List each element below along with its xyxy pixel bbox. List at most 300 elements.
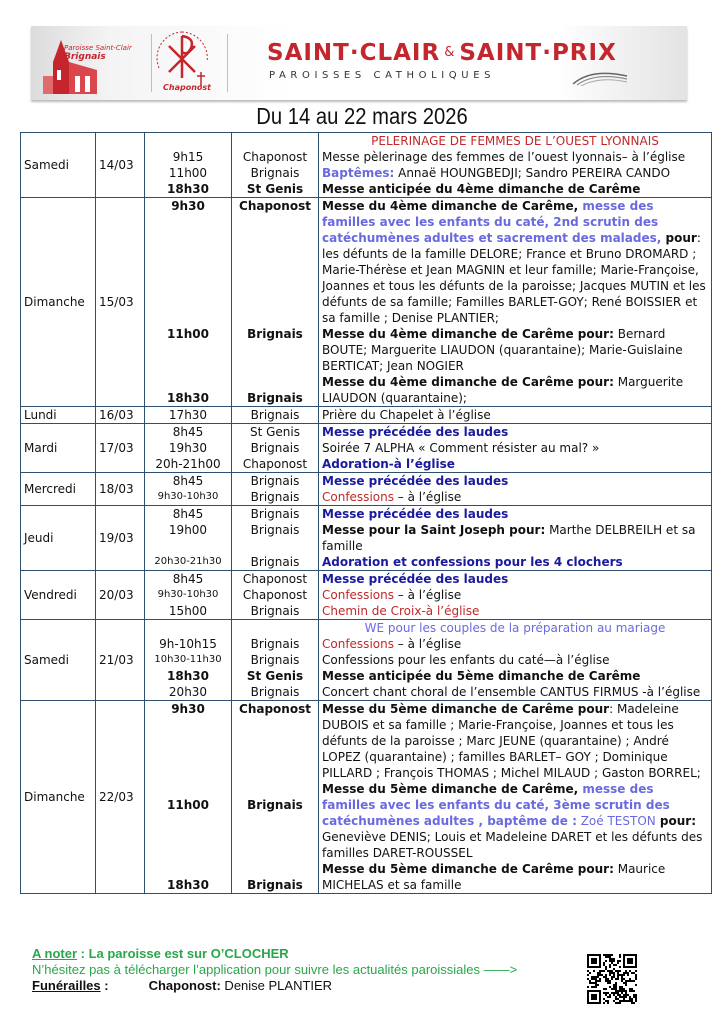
place-value: Brignais [250, 604, 300, 618]
qr-module [631, 990, 633, 992]
activity-line: Messe pèlerinage des femmes de l’ouest lyonnais– à l’église [322, 150, 686, 164]
qr-module [617, 970, 619, 972]
qr-module [629, 996, 631, 998]
qr-module [609, 964, 611, 966]
qr-module [619, 966, 621, 968]
qr-module [605, 956, 607, 958]
header-banner [31, 26, 687, 100]
mass-title: Messe pour la Saint Joseph pour: [322, 523, 546, 537]
time-value: 18h30 [167, 391, 209, 405]
activity-cell [319, 620, 712, 701]
activity-line [322, 587, 708, 603]
qr-module [597, 972, 599, 974]
day-cell: Lundi [21, 407, 96, 424]
time-cell [145, 506, 232, 571]
qr-module [625, 990, 627, 992]
qr-module [613, 968, 615, 970]
qr-module [615, 1002, 617, 1004]
activity-line [322, 636, 708, 652]
qr-module [595, 984, 597, 986]
place-value: Chaponost [242, 588, 308, 602]
time-cell [145, 701, 232, 894]
qr-module [605, 968, 607, 970]
qr-module [629, 990, 631, 992]
brand-amp: & [444, 45, 456, 60]
qr-module [625, 972, 627, 974]
qr-module [627, 980, 629, 982]
day-cell: Samedi [21, 620, 96, 701]
time-value: 18h30 [167, 669, 209, 683]
funerals-place: Chaponost: [148, 978, 221, 993]
place-value: Brignais [250, 637, 300, 651]
qr-module [613, 992, 615, 994]
qr-module [633, 996, 635, 998]
qr-module [607, 996, 609, 998]
event-heading: PELERINAGE DE FEMMES DE L’OUEST LYONNAIS [371, 134, 659, 148]
qr-module [605, 978, 607, 980]
place-value: Brignais [250, 490, 300, 504]
qr-module [615, 990, 617, 992]
qr-module [595, 980, 597, 982]
qr-module [623, 988, 625, 990]
qr-module [623, 974, 625, 976]
time-value: 9h30 [171, 199, 205, 213]
qr-module [599, 978, 601, 980]
qr-module [615, 988, 617, 990]
qr-module [613, 988, 615, 990]
note-line [32, 946, 517, 962]
qr-module [603, 970, 605, 972]
activity-line: Concert chant choral de l’ensemble CANTUS FIRMUS -à l’église [322, 685, 701, 699]
qr-module [593, 978, 595, 980]
table-row [21, 198, 712, 407]
confessions-label: Confessions [322, 588, 394, 602]
qr-module [617, 990, 619, 992]
qr-module [623, 982, 625, 984]
qr-module [617, 994, 619, 996]
qr-module [625, 992, 627, 994]
qr-module [611, 970, 613, 972]
qr-module [615, 984, 617, 986]
qr-module [635, 996, 637, 998]
qr-module [611, 976, 613, 978]
mass-highlight: messe des familles avec les enfants du caté, 3ème scrutin des catéchumènes adultes , baptême de : [322, 782, 670, 828]
place-value: Chaponost [242, 457, 308, 471]
qr-module [591, 976, 593, 978]
qr-module [591, 982, 593, 984]
qr-module [611, 960, 613, 962]
date-cell: 19/03 [96, 506, 145, 571]
baptism-label: Baptêmes: [322, 166, 395, 180]
qr-module [605, 966, 607, 968]
qr-module [635, 984, 637, 986]
qr-module [623, 994, 625, 996]
place-cell [232, 506, 319, 571]
qr-module [617, 998, 619, 1000]
place-cell [232, 133, 319, 198]
time-value: 11h00 [167, 327, 209, 341]
time-value: 9h30-10h30 [157, 589, 219, 600]
place-value: St Genis [246, 182, 304, 196]
activity-line: Messe précédée des laudes [322, 425, 509, 439]
table-row [21, 133, 712, 198]
place-value: St Genis [246, 669, 304, 683]
qr-module [625, 1000, 627, 1002]
qr-module [625, 984, 627, 986]
qr-module [609, 958, 611, 960]
activity-text: – à l’église [393, 588, 462, 602]
baptism-name: Zoé TESTON [576, 814, 656, 828]
qr-module [599, 972, 601, 974]
qr-module [605, 988, 607, 990]
qr-module [615, 996, 617, 998]
qr-module [609, 966, 611, 968]
qr-module [587, 986, 589, 988]
place-value: Brignais [250, 523, 300, 537]
mass-intentions: Maurice MICHELAS et sa famille [322, 862, 666, 892]
qr-module [613, 976, 615, 978]
qr-module [593, 970, 595, 972]
qr-module [627, 994, 629, 996]
funerals-name: Denise PLANTIER [220, 978, 333, 993]
qr-module [605, 976, 607, 978]
qr-module [629, 970, 631, 972]
qr-module [603, 976, 605, 978]
qr-module [631, 988, 633, 990]
activity-line: Prière du Chapelet à l’église [322, 408, 491, 422]
activity-line [322, 489, 708, 505]
qr-module [607, 954, 609, 956]
place-value: Brignais [250, 555, 300, 569]
qr-module [633, 980, 635, 982]
day-cell: Dimanche [21, 701, 96, 894]
time-cell [145, 571, 232, 620]
divider [227, 34, 228, 92]
qr-module [627, 958, 633, 964]
qr-module [591, 994, 597, 1000]
qr-module [625, 996, 627, 998]
qr-module [615, 982, 617, 984]
place-value: Brignais [250, 507, 300, 521]
qr-module [623, 972, 625, 974]
mass-title: Messe du 5ème dimanche de Carême pour [322, 702, 610, 716]
logo-left-line2: Brignais [64, 52, 106, 62]
place-value: Brignais [250, 166, 300, 180]
activity-line: Messe précédée des laudes [322, 507, 509, 521]
qr-module [619, 1000, 621, 1002]
qr-module [603, 992, 605, 994]
mass-title: Messe du 4ème dimanche de Carême pour: [322, 375, 614, 389]
qr-module [609, 994, 611, 996]
qr-module [631, 998, 633, 1000]
activity-line [322, 522, 708, 554]
qr-module [619, 970, 621, 972]
mass-title: Messe du 4ème dimanche de Carême pour: [322, 327, 614, 341]
qr-module [627, 974, 629, 976]
time-value: 9h30 [171, 702, 205, 716]
qr-module [635, 978, 637, 980]
qr-module [617, 1002, 619, 1004]
qr-module [621, 988, 623, 990]
qr-module [615, 964, 617, 966]
qr-module [613, 958, 615, 960]
qr-module [623, 990, 625, 992]
mass-intentions: Geneviève DENIS; Louis et Madeleine DARET et les défunts des familles DARET-ROUSSEL [322, 830, 703, 860]
activity-text: Annaë HOUNGBEDJI; Sandro PEREIRA CANDO [394, 166, 671, 180]
schedule-table [20, 132, 712, 894]
activity-line [322, 165, 708, 181]
mass-pour: pour [661, 231, 697, 245]
qr-module [617, 972, 619, 974]
qr-module [615, 978, 617, 980]
qr-module [621, 976, 623, 978]
qr-module [601, 974, 603, 976]
qr-module [587, 978, 589, 980]
mass-entry [322, 326, 708, 374]
activity-cell [319, 571, 712, 620]
time-value: 11h00 [168, 166, 208, 180]
qr-module [587, 974, 589, 976]
time-value: 19h00 [168, 523, 208, 537]
activity-cell [319, 133, 712, 198]
activity-cell [319, 424, 712, 473]
qr-module [601, 970, 603, 972]
note-text: : La paroisse est sur O’CLOCHER [77, 946, 289, 961]
mass-highlight: messe des familles avec les enfants du caté, 2nd scrutin des catéchumènes adultes et sacrement des malades, [322, 199, 662, 245]
qr-module [625, 982, 627, 984]
date-cell: 20/03 [96, 571, 145, 620]
qr-module [627, 1000, 629, 1002]
mass-intentions: Bernard BOUTE; Marguerite LIAUDON (quarantaine); Marie-Guislaine BERTICAT; Jean NOGIER [322, 327, 683, 373]
qr-module [619, 986, 621, 988]
day-cell: Dimanche [21, 198, 96, 407]
time-value: 8h45 [172, 507, 204, 521]
qr-module [611, 962, 613, 964]
activity-line: Chemin de Croix-à l’église [322, 604, 480, 618]
qr-module [603, 1002, 605, 1004]
date-cell: 22/03 [96, 701, 145, 894]
qr-module [599, 974, 601, 976]
qr-module [609, 980, 611, 982]
qr-module [603, 954, 605, 956]
time-cell [145, 424, 232, 473]
place-value: Chaponost [242, 572, 308, 586]
qr-module [635, 976, 637, 978]
qr-module [603, 998, 605, 1000]
activity-cell [319, 701, 712, 894]
qr-module [635, 974, 637, 976]
activity-line: Confessions pour les enfants du caté—à l’église [322, 653, 610, 667]
qr-module [609, 970, 611, 972]
logo-saint-prix-chaponost [151, 28, 213, 98]
time-value: 17h30 [168, 408, 208, 422]
time-cell [145, 473, 232, 506]
time-value: 20h30-21h30 [154, 556, 222, 567]
app-line: N’hésitez pas à télécharger l’application pour suivre les actualités paroissiales ——> [32, 962, 518, 977]
time-value: 9h-10h15 [159, 637, 217, 651]
place-value: Brignais [250, 441, 300, 455]
place-value: Chaponost [239, 702, 311, 716]
qr-module [611, 972, 613, 974]
mass-entry [322, 701, 708, 781]
qr-module [625, 980, 627, 982]
place-cell [232, 407, 319, 424]
qr-module [611, 958, 613, 960]
qr-module [613, 964, 615, 966]
qr-module [629, 998, 631, 1000]
qr-code[interactable] [587, 954, 637, 1004]
qr-module [603, 988, 605, 990]
day-cell: Jeudi [21, 506, 96, 571]
date-cell: 18/03 [96, 473, 145, 506]
qr-module [619, 954, 621, 956]
activity-line: Messe précédée des laudes [322, 474, 509, 488]
mass-intentions: : les défunts de la famille DELORE; France et Bruno DROMARD ; Marie-Thérèse et Jean MAGNIN et leur famille; Marie-Françoise, Joannes et tous les défunts de la paroisse; Jacques MUTIN et les défunts de sa famille; Familles BARLET-GOY; René BOISSIER et sa famille ; Denise PLANTIER; [322, 231, 706, 325]
qr-module [617, 960, 619, 962]
qr-module [607, 982, 609, 984]
table-row [21, 620, 712, 701]
place-cell [232, 473, 319, 506]
qr-module [611, 992, 613, 994]
qr-module [603, 962, 605, 964]
qr-module [619, 974, 621, 976]
day-cell: Vendredi [21, 571, 96, 620]
qr-module [605, 1000, 607, 1002]
mass-title: Messe du 5ème dimanche de Carême, [322, 782, 579, 796]
place-value: Brignais [250, 408, 300, 422]
place-value: Brignais [247, 327, 303, 341]
qr-module [599, 980, 601, 982]
activity-line: Messe anticipée du 4ème dimanche de Carême [322, 182, 641, 196]
footer [32, 946, 517, 994]
activity-line: Adoration et confessions pour les 4 clochers [322, 555, 623, 569]
qr-module [621, 996, 623, 998]
mass-entry [322, 198, 708, 326]
qr-module [613, 994, 615, 996]
qr-module [625, 970, 627, 972]
brand-left: SAINT·CLAIR [267, 40, 441, 66]
qr-module [591, 978, 593, 980]
qr-module [619, 988, 621, 990]
mass-entry [322, 374, 708, 406]
activity-text: – à l’église [393, 637, 462, 651]
page-title: Du 14 au 22 mars 2026 [256, 103, 468, 129]
day-cell: Mardi [21, 424, 96, 473]
qr-module [597, 974, 599, 976]
qr-module [629, 978, 631, 980]
qr-module [591, 986, 593, 988]
activity-line: Adoration-à l’église [322, 457, 455, 471]
place-value: Brignais [250, 474, 300, 488]
qr-module [595, 982, 597, 984]
day-cell: Samedi [21, 133, 96, 198]
table-row [21, 571, 712, 620]
logo-saint-clair-brignais [37, 32, 149, 94]
activity-cell [319, 198, 712, 407]
table-row [21, 506, 712, 571]
place-cell [232, 424, 319, 473]
logo-left-line1: Paroisse Saint-Clair [64, 44, 132, 52]
brand-title [267, 40, 617, 66]
place-value: Brignais [250, 653, 300, 667]
table-row [21, 701, 712, 894]
qr-module [593, 986, 595, 988]
qr-module [607, 956, 609, 958]
qr-module [613, 986, 615, 988]
place-value: Brignais [250, 685, 300, 699]
activity-text: Marthe DELBREILH et sa famille [322, 523, 696, 553]
qr-module [611, 978, 613, 980]
qr-module [621, 980, 623, 982]
qr-module [625, 994, 627, 996]
qr-module [623, 996, 625, 998]
qr-module [635, 1000, 637, 1002]
qr-module [609, 986, 611, 988]
qr-module [621, 990, 623, 992]
place-cell [232, 571, 319, 620]
date-cell: 15/03 [96, 198, 145, 407]
mass-intentions: : Madeleine DUBOIS et sa famille ; Marie-Françoise, Joannes et tous les défunts de la paroisse ; Marc JEUNE (quarantaine) ; André LOPEZ (quarantaine) ; familles BARLET– GOY ; Dominique PILLARD ; François THOMAS ; Michel MILAUD ; Gaston BORREL; [322, 702, 701, 780]
qr-module [609, 996, 611, 998]
qr-module [617, 962, 619, 964]
qr-module [621, 1000, 623, 1002]
time-value: 11h00 [167, 798, 209, 812]
mass-title: Messe du 5ème dimanche de Carême pour: [322, 862, 614, 876]
qr-module [597, 984, 599, 986]
qr-module [589, 980, 591, 982]
time-value: 20h-21h00 [155, 457, 221, 471]
qr-module [631, 980, 633, 982]
time-cell [145, 407, 232, 424]
qr-module [607, 970, 609, 972]
qr-module [629, 980, 631, 982]
qr-module [617, 992, 619, 994]
qr-module [589, 982, 591, 984]
qr-module [611, 954, 613, 956]
activity-line: Messe précédée des laudes [322, 572, 509, 586]
qr-module [633, 994, 635, 996]
time-value: 8h45 [172, 425, 204, 439]
qr-module [605, 992, 607, 994]
place-value: Brignais [247, 798, 303, 812]
qr-module [615, 970, 617, 972]
time-value: 19h30 [168, 441, 208, 455]
qr-module [613, 984, 615, 986]
qr-module [631, 972, 633, 974]
place-value: Chaponost [242, 150, 308, 164]
table-row [21, 424, 712, 473]
qr-module [607, 980, 609, 982]
qr-module [623, 1000, 625, 1002]
qr-module [621, 986, 623, 988]
activity-cell [319, 407, 712, 424]
time-value: 8h45 [172, 572, 204, 586]
qr-module [597, 976, 599, 978]
qr-module [609, 974, 611, 976]
time-value: 10h30-11h30 [154, 654, 222, 665]
qr-module [617, 978, 619, 980]
qr-module [633, 1002, 635, 1004]
qr-module [605, 980, 607, 982]
place-value: Brignais [247, 391, 303, 405]
brand-subtitle: PAROISSES CATHOLIQUES [269, 70, 496, 81]
place-cell [232, 701, 319, 894]
time-value: 20h30 [168, 685, 208, 699]
qr-module [631, 1002, 633, 1004]
qr-module [633, 972, 635, 974]
time-cell [145, 133, 232, 198]
time-value: 15h00 [168, 604, 208, 618]
